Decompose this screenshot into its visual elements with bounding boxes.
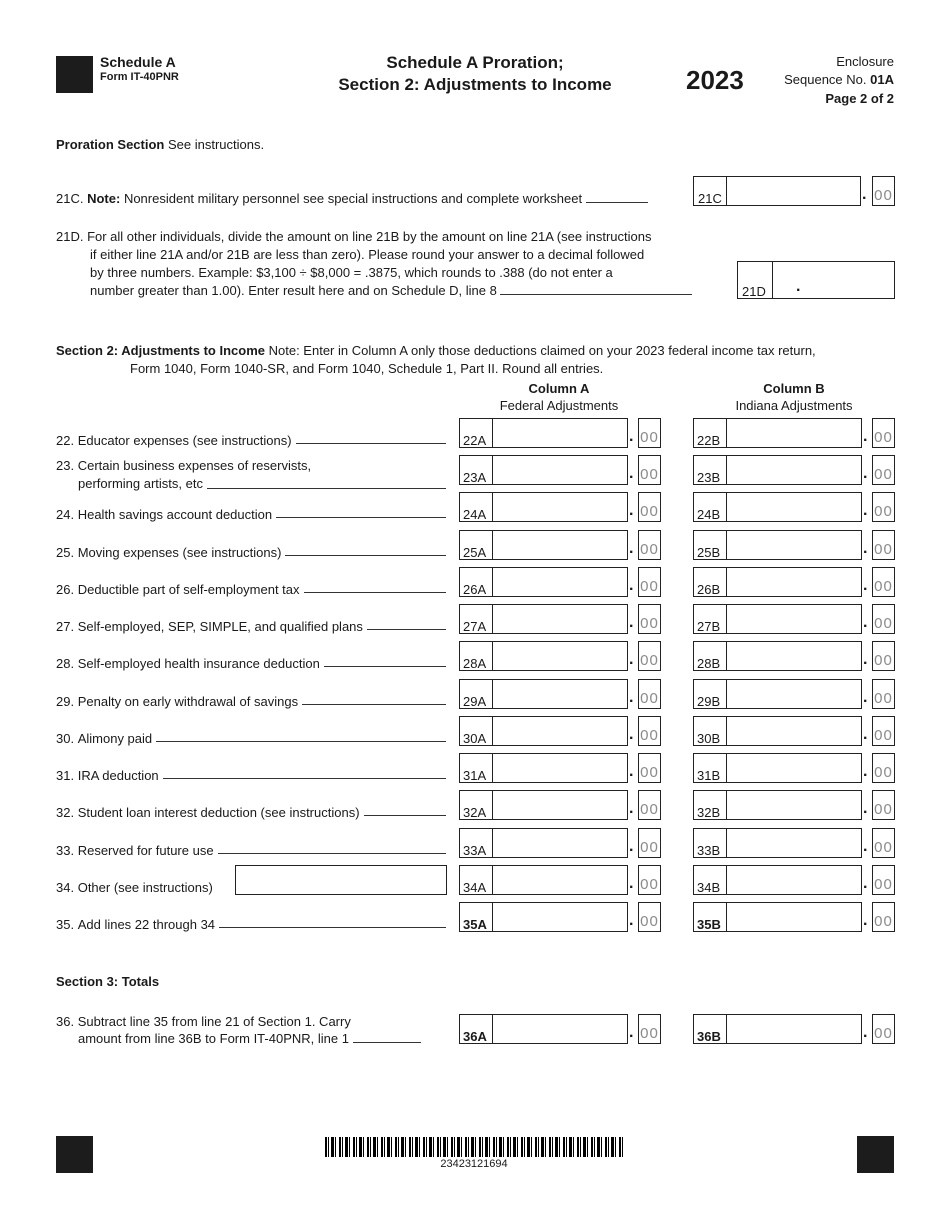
line-26a-field[interactable]: [459, 567, 628, 597]
decimal-point: .: [863, 428, 868, 445]
line-number: 25.: [56, 545, 75, 560]
column-b-title: Column B: [763, 381, 825, 396]
line-30b-field[interactable]: [693, 716, 862, 746]
section2-title: Section 2: Adjustments to Income: [56, 343, 265, 358]
line-29-text: [56, 694, 446, 709]
tax-year: 2023: [686, 65, 744, 95]
decimal-point: .: [629, 763, 634, 780]
line-23a-box-label: 23A: [463, 470, 487, 485]
line-34-text: [56, 880, 446, 895]
line-30-text: [56, 731, 446, 746]
line-30a-field[interactable]: [459, 716, 628, 746]
line-21d-text-4: number greater than 1.00). Enter result here and on Schedule D, line 8: [90, 283, 497, 298]
leader-line: [586, 192, 648, 203]
line-29a-cents: 00: [638, 679, 661, 709]
decimal-point: .: [629, 912, 634, 929]
line-number: 30.: [56, 731, 75, 746]
line-28a-cents: 00: [638, 641, 661, 671]
line-34a-cents: 00: [638, 865, 661, 895]
proration-heading: [56, 137, 264, 152]
line-33b-box-label: 33B: [697, 843, 721, 858]
leader-line: [207, 475, 446, 489]
leader-line: [276, 507, 446, 518]
line-number: 27.: [56, 619, 75, 634]
line-26b-cents: 00: [872, 567, 895, 597]
leader-line: [285, 545, 446, 556]
line-24b-field[interactable]: [693, 492, 862, 522]
line-27a-box-label: 27A: [463, 619, 487, 634]
section2-note-2: Form 1040, Form 1040-SR, and Form 1040, Schedule 1, Part II. Round all entries.: [130, 361, 604, 376]
line-21c-text: [56, 191, 648, 206]
line-34a-field[interactable]: [459, 865, 628, 895]
leader-line: [296, 433, 446, 444]
line-31-text: [56, 768, 446, 783]
line-21d-field[interactable]: [737, 261, 895, 299]
line-34a-box-label: 34A: [463, 880, 487, 895]
line-24b-box-label: 24B: [697, 507, 721, 522]
registration-mark-top-left: [56, 56, 93, 93]
line-33a-field[interactable]: [459, 828, 628, 858]
line-23-text: [56, 457, 446, 493]
decimal-point: .: [629, 465, 634, 482]
leader-line: [302, 694, 446, 705]
decimal-point: .: [863, 763, 868, 780]
decimal-point: .: [629, 875, 634, 892]
line-description: Add lines 22 through 34: [77, 917, 216, 932]
line-26a-cents: 00: [638, 567, 661, 597]
column-a-title: Column A: [528, 381, 590, 396]
decimal-point: .: [629, 502, 634, 519]
line-21c-note-label: Note:: [87, 191, 121, 206]
line-21c-field[interactable]: [693, 176, 861, 206]
line-29b-field[interactable]: [693, 679, 862, 709]
line-36-number: 36.: [56, 1014, 75, 1029]
schedule-label: Schedule A: [100, 54, 176, 70]
sequence-value: 01A: [870, 72, 894, 87]
form-label: Form IT-40PNR: [100, 71, 179, 83]
decimal-point: .: [629, 540, 634, 557]
line-25b-box-label: 25B: [697, 545, 721, 560]
enclosure-label: Enclosure: [836, 54, 894, 69]
decimal-point: .: [863, 912, 868, 929]
line-25b-field[interactable]: [693, 530, 862, 560]
leader-line: [324, 656, 446, 667]
line-24-text: [56, 507, 446, 522]
line-number: 35.: [56, 917, 75, 932]
leader-line: [364, 805, 446, 816]
line-21c-box-label: 21C: [698, 191, 722, 206]
line-27a-field[interactable]: [459, 604, 628, 634]
line-description-2: performing artists, etc: [78, 476, 203, 491]
leader-line: [304, 582, 446, 593]
line-number: 23.: [56, 458, 75, 473]
line-number: 31.: [56, 768, 75, 783]
line-25a-field[interactable]: [459, 530, 628, 560]
column-a-subtitle: Federal Adjustments: [499, 398, 619, 413]
decimal-point: .: [629, 428, 634, 445]
line-27-text: [56, 619, 446, 634]
registration-mark-bottom-right: [857, 1136, 894, 1173]
line-27b-field[interactable]: [693, 604, 862, 634]
line-21c-number: 21C.: [56, 191, 84, 206]
page-number: Page 2 of 2: [825, 91, 894, 106]
leader-line: [156, 731, 446, 742]
line-32a-field[interactable]: [459, 790, 628, 820]
line-35b-cents: 00: [872, 902, 895, 932]
line-33a-box-label: 33A: [463, 843, 487, 858]
barcode-number: 23423121694: [440, 1158, 508, 1170]
line-33b-cents: 00: [872, 828, 895, 858]
line-description: Certain business expenses of reservists,: [77, 458, 312, 473]
line-25-text: [56, 545, 446, 560]
decimal-point: .: [796, 278, 801, 295]
line-number: 29.: [56, 694, 75, 709]
line-25a-box-label: 25A: [463, 545, 487, 560]
line-30a-cents: 00: [638, 716, 661, 746]
line-36-text-2: amount from line 36B to Form IT-40PNR, line 1: [78, 1031, 349, 1046]
page-title-line1: Schedule A Proration;: [386, 53, 564, 72]
line-description: Student loan interest deduction (see instructions): [77, 805, 360, 820]
line-21c-description: Nonresident military personnel see special instructions and complete worksheet: [123, 191, 583, 206]
line-33b-field[interactable]: [693, 828, 862, 858]
line-30b-cents: 00: [872, 716, 895, 746]
line-35a-box-label: 35A: [463, 917, 487, 932]
leader-line: [219, 917, 446, 928]
decimal-point: .: [629, 651, 634, 668]
proration-title: Proration Section: [56, 137, 165, 152]
decimal-point: .: [863, 614, 868, 631]
line-36a-field[interactable]: [459, 1014, 628, 1044]
line-21d-text-3: by three numbers. Example: $3,100 ÷ $8,000 = .3875, which rounds to .388 (do not enter a: [90, 265, 613, 280]
line-36b-box-label: 36B: [697, 1029, 721, 1044]
line-description: Other (see instructions): [77, 880, 213, 895]
line-number: 34.: [56, 880, 75, 895]
decimal-point: .: [629, 838, 634, 855]
line-35b-field[interactable]: [693, 902, 862, 932]
line-32-text: [56, 805, 446, 820]
other-description-input[interactable]: [235, 865, 447, 895]
line-description: Deductible part of self-employment tax: [77, 582, 300, 597]
line-25a-cents: 00: [638, 530, 661, 560]
line-23a-field[interactable]: [459, 455, 628, 485]
decimal-point: .: [863, 465, 868, 482]
line-description: Educator expenses (see instructions): [77, 433, 292, 448]
line-description: Alimony paid: [77, 731, 153, 746]
line-24a-field[interactable]: [459, 492, 628, 522]
line-24a-cents: 00: [638, 492, 661, 522]
line-28a-field[interactable]: [459, 641, 628, 671]
line-27b-cents: 00: [872, 604, 895, 634]
line-28a-box-label: 28A: [463, 656, 487, 671]
line-description: Health savings account deduction: [77, 507, 273, 522]
line-36b-field[interactable]: [693, 1014, 862, 1044]
leader-line: [163, 768, 446, 779]
sequence-label: Sequence No.: [784, 72, 867, 87]
line-36-text: [56, 1013, 421, 1047]
line-28-text: [56, 656, 446, 671]
line-number: 22.: [56, 433, 75, 448]
line-description: Self-employed health insurance deduction: [77, 656, 320, 671]
line-26-text: [56, 582, 446, 597]
line-32b-box-label: 32B: [697, 805, 721, 820]
proration-note: See instructions.: [167, 137, 265, 152]
decimal-point: .: [629, 800, 634, 817]
section2-note-1: Note: Enter in Column A only those deductions claimed on your 2023 federal income tax return,: [268, 343, 816, 358]
line-22b-cents: 00: [872, 418, 895, 448]
line-description: Reserved for future use: [77, 843, 214, 858]
line-23a-cents: 00: [638, 455, 661, 485]
leader-line: [353, 1032, 421, 1043]
line-29a-field[interactable]: [459, 679, 628, 709]
line-31b-box-label: 31B: [697, 768, 721, 783]
line-26b-field[interactable]: [693, 567, 862, 597]
line-21d-text: [56, 228, 692, 300]
leader-line: [500, 284, 692, 295]
line-25b-cents: 00: [872, 530, 895, 560]
decimal-point: .: [863, 838, 868, 855]
line-22-text: [56, 433, 446, 448]
decimal-point: .: [629, 614, 634, 631]
line-24a-box-label: 24A: [463, 507, 487, 522]
line-22a-field[interactable]: [459, 418, 628, 448]
decimal-point: .: [863, 651, 868, 668]
line-29b-cents: 00: [872, 679, 895, 709]
line-36a-cents: 00: [638, 1014, 661, 1044]
section2-heading: [56, 342, 816, 378]
line-35-text: [56, 917, 446, 932]
decimal-point: .: [629, 577, 634, 594]
line-32b-field[interactable]: [693, 790, 862, 820]
decimal-point: .: [863, 540, 868, 557]
line-34b-cents: 00: [872, 865, 895, 895]
line-29a-box-label: 29A: [463, 694, 487, 709]
line-31b-cents: 00: [872, 753, 895, 783]
line-27a-cents: 00: [638, 604, 661, 634]
line-35a-field[interactable]: [459, 902, 628, 932]
line-31a-box-label: 31A: [463, 768, 487, 783]
line-34b-box-label: 34B: [697, 880, 721, 895]
line-21c-cents: 00: [872, 176, 895, 206]
decimal-point: .: [863, 726, 868, 743]
line-34b-field[interactable]: [693, 865, 862, 895]
line-number: 33.: [56, 843, 75, 858]
line-29b-box-label: 29B: [697, 694, 721, 709]
decimal-point: .: [863, 800, 868, 817]
line-28b-field[interactable]: [693, 641, 862, 671]
line-26a-box-label: 26A: [463, 582, 487, 597]
decimal-point: .: [629, 726, 634, 743]
line-21d-text-1: 21D. For all other individuals, divide the amount on line 21B by the amount on line 21A (see instructions: [56, 229, 652, 244]
decimal-point: .: [629, 689, 634, 706]
line-35a-cents: 00: [638, 902, 661, 932]
line-number: 24.: [56, 507, 75, 522]
line-32a-cents: 00: [638, 790, 661, 820]
decimal-point: .: [863, 689, 868, 706]
decimal-point: .: [863, 875, 868, 892]
line-description: Penalty on early withdrawal of savings: [77, 694, 299, 709]
line-24b-cents: 00: [872, 492, 895, 522]
line-description: IRA deduction: [77, 768, 159, 783]
line-description: Moving expenses (see instructions): [77, 545, 282, 560]
leader-line: [218, 843, 446, 854]
line-23b-box-label: 23B: [697, 470, 721, 485]
line-28b-cents: 00: [872, 641, 895, 671]
column-b-subtitle: Indiana Adjustments: [735, 398, 853, 413]
registration-mark-bottom-left: [56, 1136, 93, 1173]
decimal-point: .: [863, 502, 868, 519]
line-number: 26.: [56, 582, 75, 597]
decimal-point: .: [862, 186, 867, 203]
line-22a-box-label: 22A: [463, 433, 487, 448]
line-33-text: [56, 843, 446, 858]
line-31b-field[interactable]: [693, 753, 862, 783]
decimal-point: .: [863, 577, 868, 594]
line-27b-box-label: 27B: [697, 619, 721, 634]
line-number: 28.: [56, 656, 75, 671]
line-31a-field[interactable]: [459, 753, 628, 783]
line-21d-box-label: 21D: [742, 284, 766, 299]
barcode: [325, 1137, 623, 1157]
line-26b-box-label: 26B: [697, 582, 721, 597]
line-36b-cents: 00: [872, 1014, 895, 1044]
line-35b-box-label: 35B: [697, 917, 721, 932]
line-30b-box-label: 30B: [697, 731, 721, 746]
page-title-line2: Section 2: Adjustments to Income: [338, 75, 612, 94]
decimal-point: .: [863, 1024, 868, 1041]
line-22a-cents: 00: [638, 418, 661, 448]
line-31a-cents: 00: [638, 753, 661, 783]
line-description: Self-employed, SEP, SIMPLE, and qualified plans: [77, 619, 363, 634]
line-33a-cents: 00: [638, 828, 661, 858]
leader-line: [367, 619, 446, 630]
section3-heading: Section 3: Totals: [56, 974, 160, 989]
line-23b-field[interactable]: [693, 455, 862, 485]
line-36-text-1: Subtract line 35 from line 21 of Section 1. Carry: [77, 1014, 351, 1029]
line-32a-box-label: 32A: [463, 805, 487, 820]
decimal-point: .: [629, 1024, 634, 1041]
line-30a-box-label: 30A: [463, 731, 487, 746]
line-28b-box-label: 28B: [697, 656, 721, 671]
line-23b-cents: 00: [872, 455, 895, 485]
line-number: 32.: [56, 805, 75, 820]
line-22b-box-label: 22B: [697, 433, 721, 448]
line-32b-cents: 00: [872, 790, 895, 820]
sequence-number: [784, 72, 894, 87]
line-36a-box-label: 36A: [463, 1029, 487, 1044]
line-21d-text-2: if either line 21A and/or 21B are less than zero). Please round your answer to a decimal followed: [90, 247, 645, 262]
line-22b-field[interactable]: [693, 418, 862, 448]
